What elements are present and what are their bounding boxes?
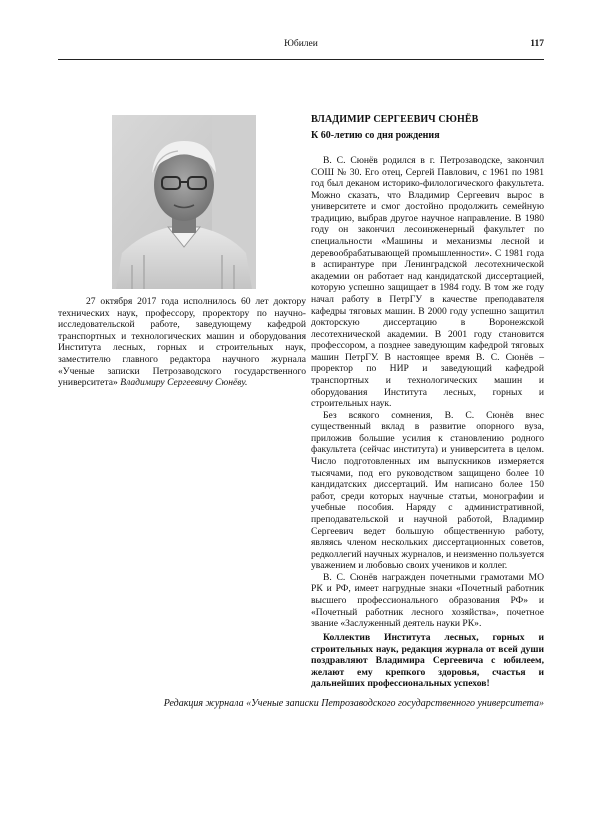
- caption-text: 27 октября 2017 года исполнилось 60 лет доктору технических наук, профессору, проректору по научно-исследовательской работе, заведующему кафедрой транспортных и технологических машин и оборудования Института лесных, горных и строительных наук, заместителю главного редактора научного журнала «Ученые записки Петрозаводского государственного университета»: [58, 296, 306, 389]
- page-number: 117: [530, 39, 544, 49]
- caption-name: Владимиру Сергеевичу Сюнёву.: [120, 377, 248, 389]
- article-title: ВЛАДИМИР СЕРГЕЕВИЧ СЮНЁВ: [311, 114, 479, 125]
- portrait-caption: [58, 296, 306, 389]
- portrait-image: [112, 115, 256, 289]
- article-subtitle: К 60-летию со дня рождения: [311, 130, 440, 141]
- page-header: [58, 36, 544, 52]
- body-paragraph: Без всякого сомнения, В. С. Сюнёв внес существенный вклад в развитие опорного вуза, приложив большие усилия к становлению родного факультета (сейчас института) и университета в целом. Число подготовленных им выпускников измеряется тысячами, под его руководством защищено более 10 кандидатских диссертаций. Им написано более 150 работ, среди которых научные статьи, монографии и учебные пособия. Наряду с административной, преподавательской и научной работой, Владимир Сергеевич ведет большую общественную работу, являясь членом нескольких диссертационных советов, редколлегий научных журналов, и неизменно пользуется уважением и любовью своих учеников и коллег.: [311, 409, 544, 572]
- running-title: Юбилеи: [284, 39, 318, 49]
- body-paragraph: В. С. Сюнёв награжден почетными грамотами МО РК и РФ, имеет нагрудные знаки «Почетный работник высшего профессионального образования РФ» и «Почетный работник лесного хозяйства», почетное звание «Заслуженный деятель науки РК».: [311, 571, 544, 630]
- header-rule: [58, 59, 544, 60]
- body-paragraph: В. С. Сюнёв родился в г. Петрозаводске, закончил СОШ № 30. Его отец, Сергей Павлович, с 1961 по 1981 год был деканом историко-филологического факультета. Можно сказать, что Владимир Сергеевич вырос в университете и смог достойно продолжить семейную традицию, выбрав другое научное направление. В 1980 году он закончил лесоинженерный факультет по специальности «Машины и механизмы лесной и деревообрабатывающей промышленности». С 1981 года в аспирантуре при Ленинградской лесотехнической академии он работает над кандидатской диссертацией, которую успешно защищает в 1984 году. В том же году начал работу в ПетрГУ в качестве преподавателя кафедры тяговых машин. В 2000 году успешно защитил докторскую диссертацию в Воронежской лесотехнической академии. В 2001 году становится профессором, а позднее заведующим кафедрой тяговых машин ПетрГУ. В настоящее время В. С. Сюнёв – проректор по НИР и заведующий кафедрой транспортных и технологических машин и оборудования Института лесных, горных и строительных наук.: [311, 155, 544, 410]
- editorial-signature: Редакция журнала «Ученые записки Петрозаводского государственного университета»: [163, 698, 544, 709]
- congratulation-closing: Коллектив Института лесных, горных и строительных наук, редакция журнала от всей души поздравляют Владимира Сергеевича с юбилеем, желают ему крепкого здоровья, счастья и дальнейших профессиональных успехов!: [311, 632, 544, 690]
- portrait-photo: [112, 115, 256, 289]
- article-body: [311, 155, 544, 630]
- article: [311, 113, 544, 630]
